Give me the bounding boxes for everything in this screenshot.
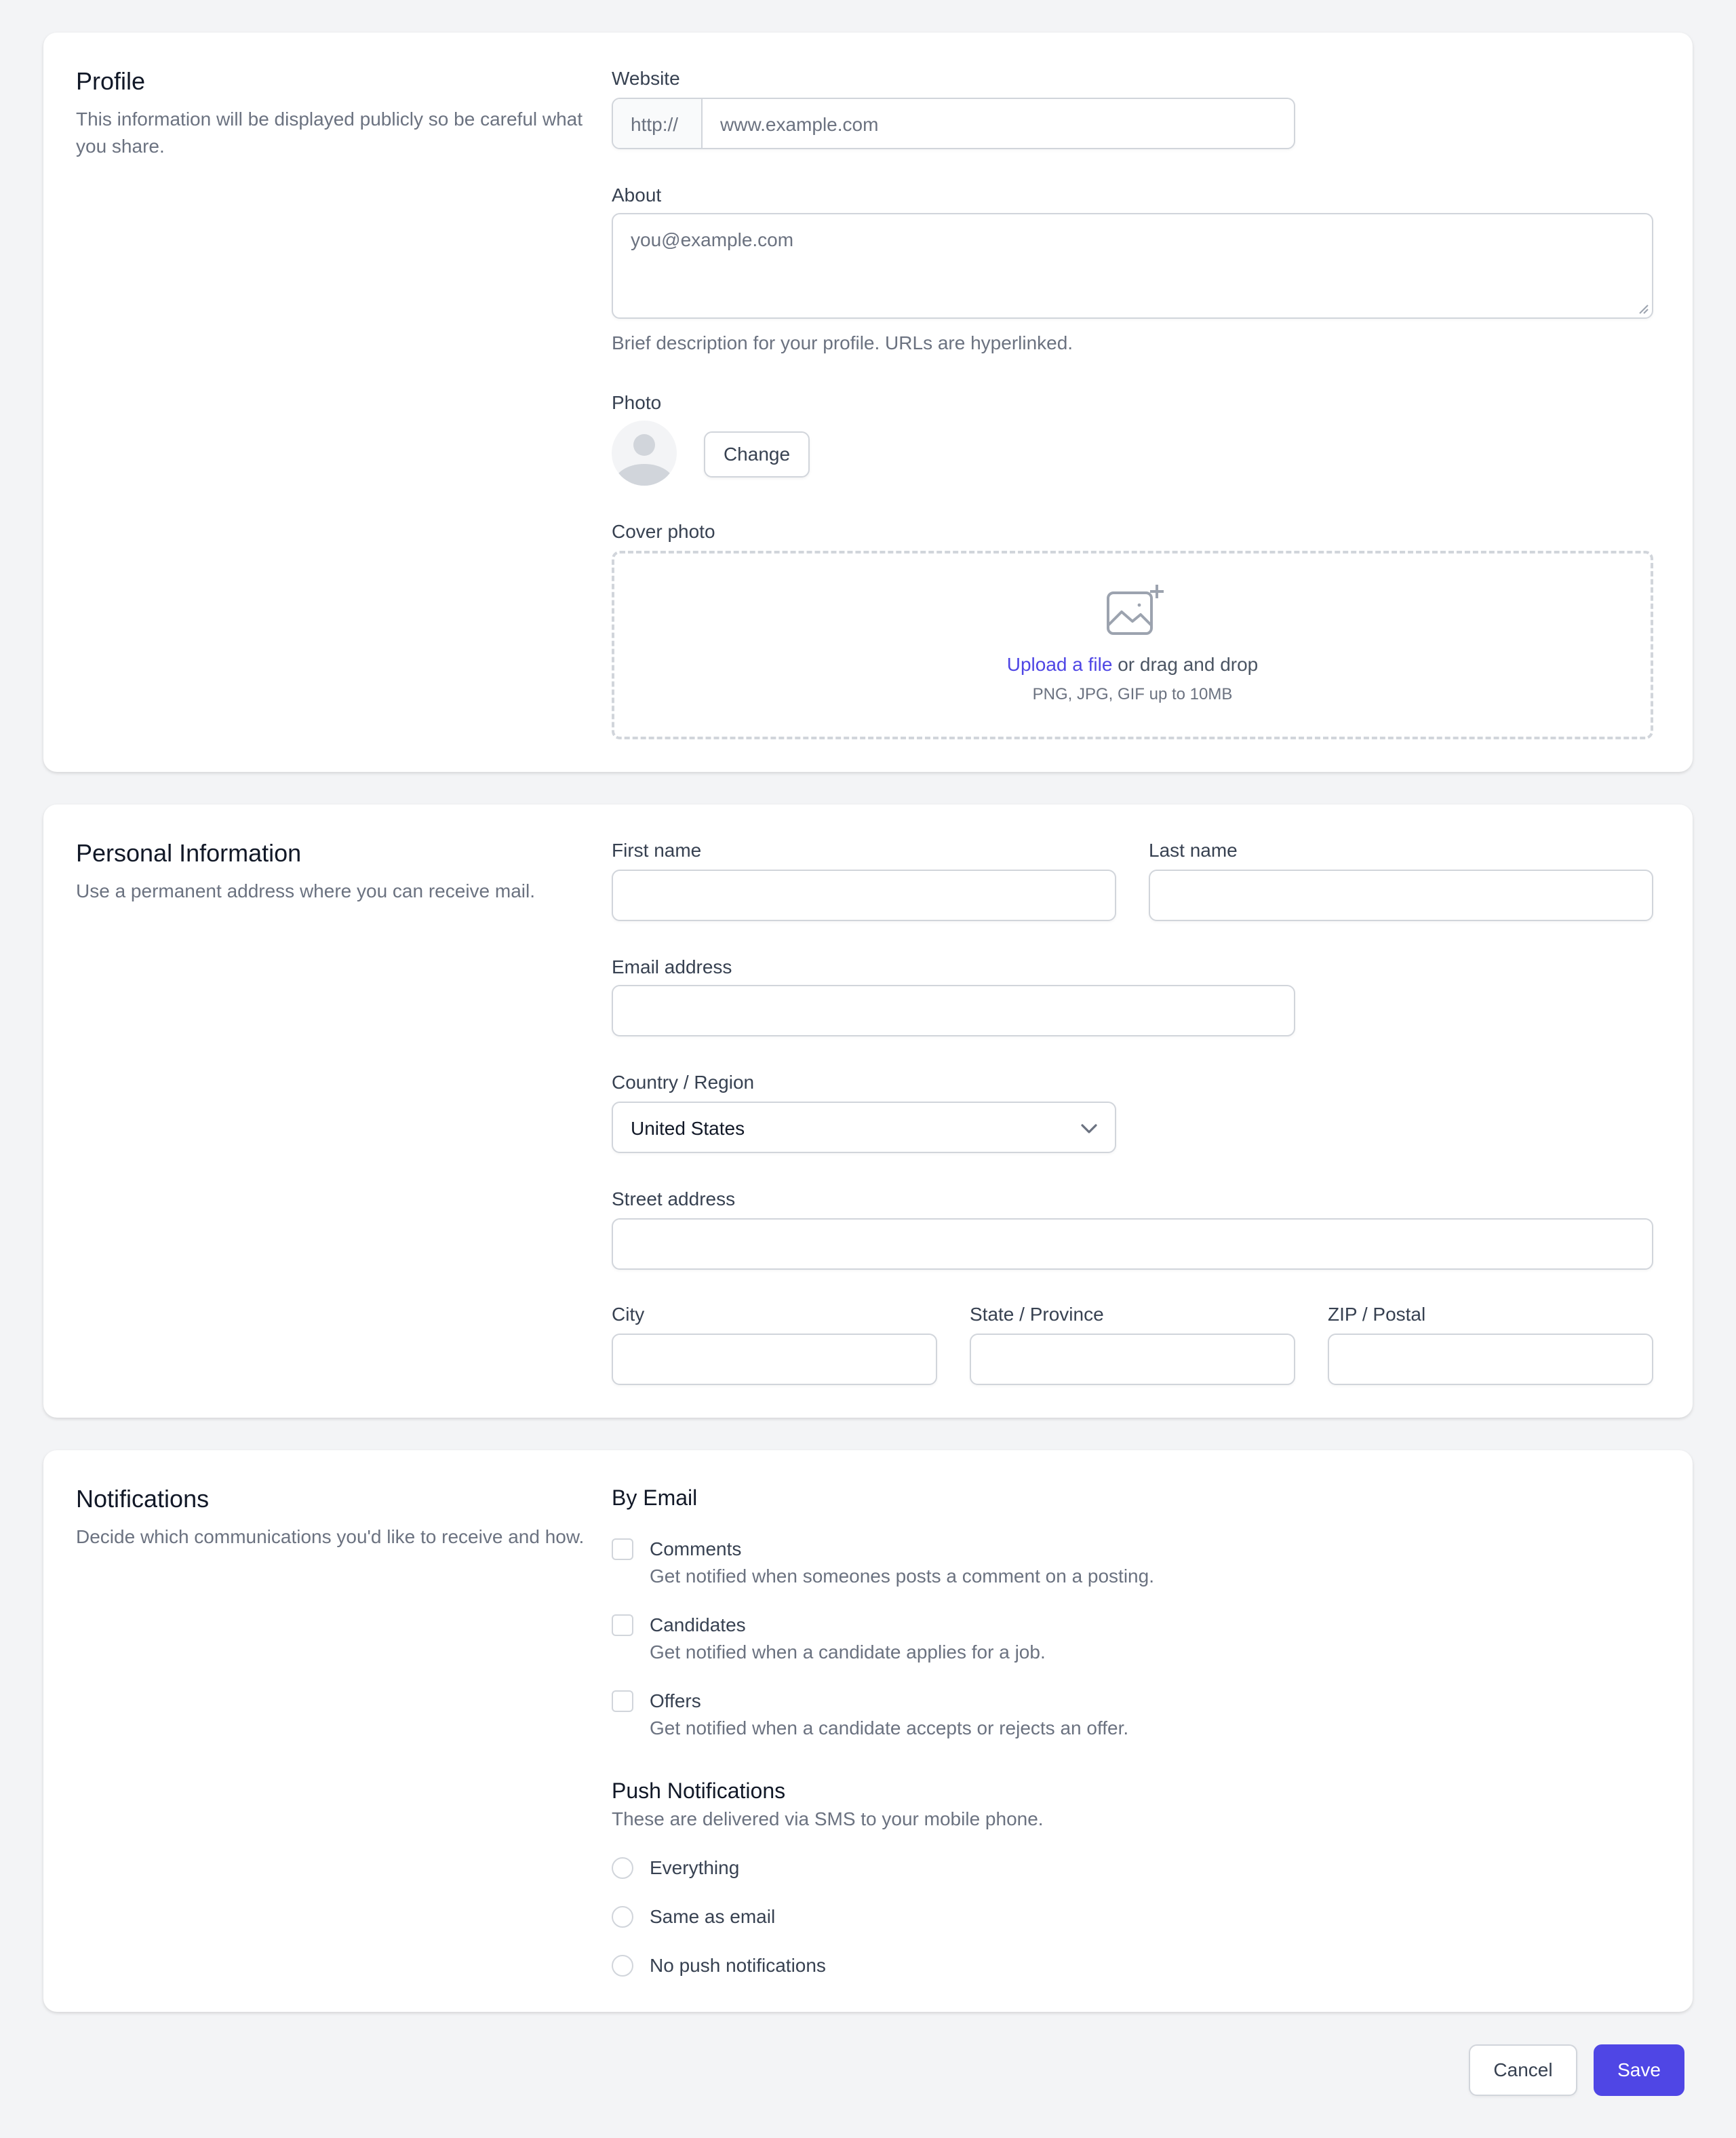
country-label: Country / Region (612, 1072, 755, 1093)
upload-file-link[interactable]: Upload a file (1006, 654, 1113, 675)
candidates-label: Candidates (650, 1614, 746, 1635)
email-label: Email address (612, 956, 732, 977)
profile-description: This information will be displayed publicly so be careful what you share. (76, 109, 583, 157)
profile-header (76, 65, 591, 160)
user-icon (612, 421, 677, 486)
state-field[interactable] (970, 1334, 1295, 1385)
push-notifications-title: Push Notifications (612, 1779, 786, 1803)
push-everything-radio[interactable] (612, 1857, 633, 1879)
candidates-checkbox[interactable] (612, 1614, 633, 1636)
website-label: Website (612, 68, 680, 89)
first-name-field[interactable] (612, 870, 1116, 921)
comments-label: Comments (650, 1538, 742, 1559)
city-field[interactable] (612, 1334, 937, 1385)
cover-photo-dropzone[interactable] (612, 551, 1653, 739)
profile-title: Profile (76, 67, 146, 95)
offers-label: Offers (650, 1690, 701, 1711)
personal-info-title: Personal Information (76, 839, 302, 867)
cover-photo-label: Cover photo (612, 521, 715, 542)
city-label: City (612, 1304, 645, 1325)
about-textarea[interactable] (612, 213, 1653, 319)
first-name-label: First name (612, 840, 702, 861)
upload-drag-text: or drag and drop (1112, 654, 1259, 675)
candidates-description: Get notified when a candidate applies for a job. (650, 1641, 1046, 1663)
comments-checkbox[interactable] (612, 1538, 633, 1560)
street-label: Street address (612, 1188, 736, 1209)
state-label: State / Province (970, 1304, 1104, 1325)
save-button[interactable]: Save (1594, 2044, 1684, 2096)
change-photo-button[interactable]: Change (704, 431, 810, 478)
by-email-title: By Email (612, 1485, 698, 1510)
zip-field[interactable] (1328, 1334, 1653, 1385)
chevron-down-icon (1081, 1123, 1097, 1134)
offers-checkbox[interactable] (612, 1690, 633, 1712)
avatar (612, 421, 677, 486)
zip-label: ZIP / Postal (1328, 1304, 1426, 1325)
about-help: Brief description for your profile. URLs are hyperlinked. (612, 332, 1073, 353)
comments-description: Get notified when someones posts a comment on a posting. (650, 1566, 1154, 1587)
upload-text (614, 651, 1651, 678)
notifications-header (76, 1483, 591, 1551)
about-label: About (612, 184, 662, 206)
email-field[interactable] (612, 985, 1295, 1036)
website-prefix: http:// (613, 99, 703, 148)
country-value: United States (631, 1118, 745, 1139)
personal-info-header (76, 837, 591, 905)
push-none-radio[interactable] (612, 1955, 633, 1977)
photo-label: Photo (612, 392, 662, 413)
push-everything-label: Everything (650, 1857, 740, 1878)
push-none-label: No push notifications (650, 1955, 826, 1976)
street-field[interactable] (612, 1218, 1653, 1270)
profile-card (43, 33, 1693, 772)
push-notifications-description: These are delivered via SMS to your mobile phone. (612, 1808, 1044, 1829)
notifications-title: Notifications (76, 1485, 210, 1513)
upload-hint: PNG, JPG, GIF up to 10MB (1032, 685, 1233, 703)
image-add-icon (1105, 583, 1165, 638)
last-name-field[interactable] (1149, 870, 1653, 921)
website-placeholder: www.example.com (720, 114, 879, 135)
last-name-label: Last name (1149, 840, 1238, 861)
website-field[interactable] (612, 98, 1295, 149)
push-same-as-email-label: Same as email (650, 1906, 776, 1927)
cancel-button[interactable]: Cancel (1469, 2044, 1577, 2096)
about-placeholder: you@example.com (631, 229, 794, 250)
notifications-card (43, 1450, 1693, 2012)
resize-handle-icon[interactable] (1638, 304, 1649, 315)
country-select[interactable] (612, 1102, 1116, 1153)
notifications-description: Decide which communications you'd like to receive and how. (76, 1526, 585, 1547)
personal-info-card (43, 804, 1693, 1418)
personal-info-description: Use a permanent address where you can receive mail. (76, 880, 536, 901)
offers-description: Get notified when a candidate accepts or rejects an offer. (650, 1717, 1129, 1738)
push-same-as-email-radio[interactable] (612, 1906, 633, 1928)
